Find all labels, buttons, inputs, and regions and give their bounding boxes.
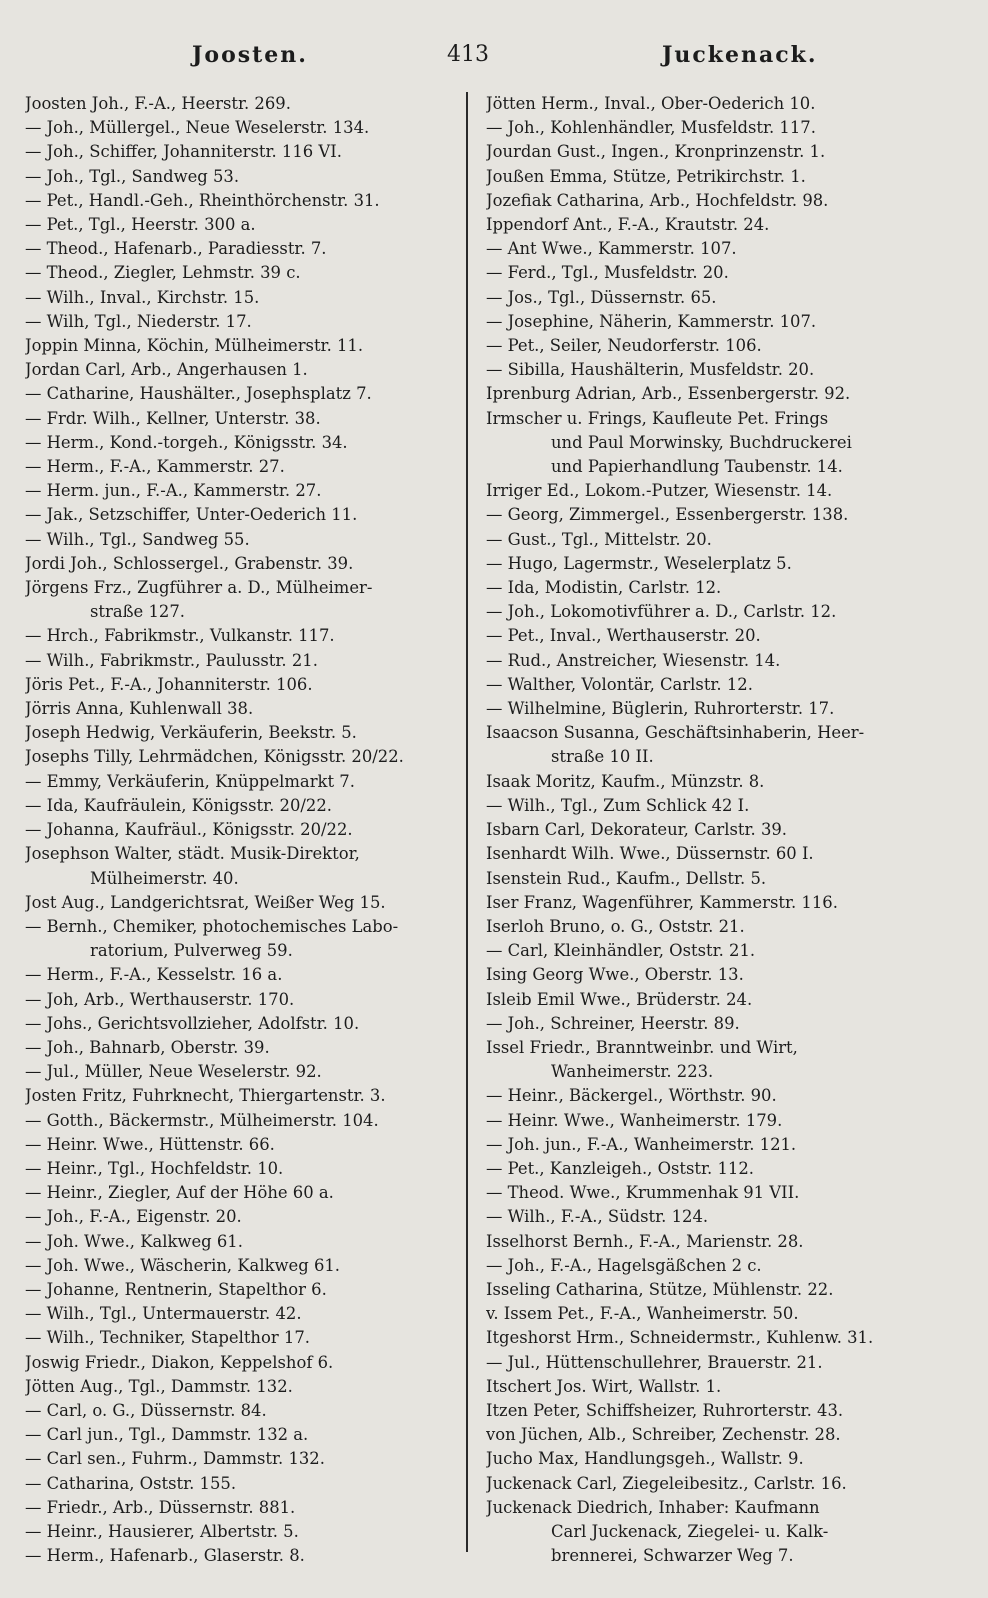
directory-entry: — Joh., Schreiner, Heerstr. 89. xyxy=(486,1013,740,1033)
directory-entry: — Pet., Kanzleigeh., Oststr. 112. xyxy=(486,1158,754,1178)
directory-entry: — Joh., F.-A., Eigenstr. 20. xyxy=(25,1207,242,1227)
directory-entry: — Wilh., Tgl., Zum Schlick 42 I. xyxy=(486,795,750,815)
directory-entry: Jost Aug., Landgerichtsrat, Weißer Weg 15. xyxy=(25,892,386,912)
directory-entry: Ising Georg Wwe., Oberstr. 13. xyxy=(486,965,744,985)
directory-entry: — Pet., Seiler, Neudorferstr. 106. xyxy=(486,336,762,356)
directory-entry: Isbarn Carl, Dekorateur, Carlstr. 39. xyxy=(486,820,788,840)
directory-entry: — Johs., Gerichtsvollzieher, Adolfstr. 10. xyxy=(25,1013,360,1033)
directory-entry: — Josephine, Näherin, Kammerstr. 107. xyxy=(486,311,817,331)
directory-entry: Carl Juckenack, Ziegelei- u. Kalk- xyxy=(551,1521,829,1541)
directory-entry: — Wilh., Techniker, Stapelthor 17. xyxy=(25,1328,310,1348)
directory-entry: — Hrch., Fabrikmstr., Vulkanstr. 117. xyxy=(25,626,335,646)
directory-entry: — Theod. Wwe., Krummenhak 91 VII. xyxy=(486,1183,800,1203)
directory-entry: und Papierhandlung Taubenstr. 14. xyxy=(551,457,843,477)
directory-entry: Jörgens Frz., Zugführer a. D., Mülheimer- xyxy=(25,578,373,598)
directory-entry: — Joh, Arb., Werthauserstr. 170. xyxy=(25,989,295,1009)
directory-entry: Iprenburg Adrian, Arb., Essenbergerstr. 92. xyxy=(486,384,851,404)
directory-entry: Isaacson Susanna, Geschäftsinhaberin, Heer- xyxy=(486,723,865,743)
directory-entry: — Wilh., Fabrikmstr., Paulusstr. 21. xyxy=(25,650,318,670)
directory-entry: — Catharine, Haushälter., Josephsplatz 7. xyxy=(25,384,372,404)
directory-entry: Mülheimerstr. 40. xyxy=(90,868,239,888)
directory-entry: — Herm., Kond.-torgeh., Königsstr. 34. xyxy=(25,432,348,452)
page-number: 413 xyxy=(447,42,489,67)
directory-entry: — Wilhelmine, Büglerin, Ruhrorterstr. 17. xyxy=(486,699,835,719)
directory-entry: — Walther, Volontär, Carlstr. 12. xyxy=(486,674,753,694)
directory-entry: Itschert Jos. Wirt, Wallstr. 1. xyxy=(486,1376,722,1396)
directory-entry: — Gotth., Bäckermstr., Mülheimerstr. 104. xyxy=(25,1110,379,1130)
directory-entry: — Gust., Tgl., Mittelstr. 20. xyxy=(486,529,712,549)
directory-entry: — Theod., Ziegler, Lehmstr. 39 c. xyxy=(25,263,301,283)
directory-entry: — Joh. Wwe., Wäscherin, Kalkweg 61. xyxy=(25,1255,341,1275)
directory-entry: — Heinr. Wwe., Wanheimerstr. 179. xyxy=(486,1110,783,1130)
directory-entry: — Johanna, Kaufräul., Königsstr. 20/22. xyxy=(25,820,353,840)
directory-entry: — Pet., Inval., Werthauserstr. 20. xyxy=(486,626,761,646)
directory-entry: Jörris Anna, Kuhlenwall 38. xyxy=(25,699,254,719)
directory-entry: — Jul., Müller, Neue Weselerstr. 92. xyxy=(25,1062,322,1082)
directory-entry: — Jos., Tgl., Düssernstr. 65. xyxy=(486,287,717,307)
directory-entry: — Carl jun., Tgl., Dammstr. 132 a. xyxy=(25,1425,309,1445)
header-right-keyword: Juckenack. xyxy=(662,42,818,68)
directory-entry: — Catharina, Oststr. 155. xyxy=(25,1473,237,1493)
directory-entry: — Joh., F.-A., Hagelsgäßchen 2 c. xyxy=(486,1255,762,1275)
directory-entry: — Theod., Hafenarb., Paradiesstr. 7. xyxy=(25,239,327,259)
directory-entry: — Frdr. Wilh., Kellner, Unterstr. 38. xyxy=(25,408,321,428)
directory-entry: — Wilh., F.-A., Südstr. 124. xyxy=(486,1207,709,1227)
directory-entry: Jourdan Gust., Ingen., Kronprinzenstr. 1. xyxy=(486,142,826,162)
directory-entry: — Pet., Tgl., Heerstr. 300 a. xyxy=(25,215,256,235)
directory-entry: — Carl sen., Fuhrm., Dammstr. 132. xyxy=(25,1449,325,1469)
directory-entry: Joosten Joh., F.-A., Heerstr. 269. xyxy=(25,94,291,113)
directory-entry: — Johanne, Rentnerin, Stapelthor 6. xyxy=(25,1279,327,1299)
directory-entry: — Carl, o. G., Düssernstr. 84. xyxy=(25,1400,267,1420)
directory-entry: Jozefiak Catharina, Arb., Hochfeldstr. 98. xyxy=(486,190,829,210)
left-column xyxy=(25,92,465,1568)
directory-entry: — Friedr., Arb., Düssernstr. 881. xyxy=(25,1497,296,1517)
directory-entry: Joswig Friedr., Diakon, Keppelshof 6. xyxy=(25,1352,334,1372)
directory-entry: Juckenack Diedrich, Inhaber: Kaufmann xyxy=(486,1497,820,1517)
directory-entry: — Joh., Kohlenhändler, Musfeldstr. 117. xyxy=(486,118,816,138)
directory-entry: Joseph Hedwig, Verkäuferin, Beekstr. 5. xyxy=(25,723,357,743)
directory-entry: — Jul., Hüttenschullehrer, Brauerstr. 21. xyxy=(486,1352,823,1372)
directory-entry: ratorium, Pulverweg 59. xyxy=(90,941,293,961)
directory-entry: Irriger Ed., Lokom.-Putzer, Wiesenstr. 14. xyxy=(486,481,833,501)
directory-entry: Itzen Peter, Schiffsheizer, Ruhrorterstr. 43. xyxy=(486,1400,844,1420)
directory-entry: Jucho Max, Handlungsgeh., Wallstr. 9. xyxy=(486,1449,804,1469)
directory-entry: Jöris Pet., F.-A., Johanniterstr. 106. xyxy=(25,674,313,694)
directory-entry: — Jak., Setzschiffer, Unter-Oederich 11. xyxy=(25,505,358,525)
directory-entry: — Joh. Wwe., Kalkweg 61. xyxy=(25,1231,243,1251)
directory-entry: — Heinr., Bäckergel., Wörthstr. 90. xyxy=(486,1086,777,1106)
directory-entry: Isseling Catharina, Stütze, Mühlenstr. 22. xyxy=(486,1279,834,1299)
directory-entry: — Pet., Handl.-Geh., Rheinthörchenstr. 31. xyxy=(25,190,380,210)
directory-entry: Jordi Joh., Schlossergel., Grabenstr. 39. xyxy=(25,553,354,573)
directory-entry: — Heinr. Wwe., Hüttenstr. 66. xyxy=(25,1134,275,1154)
directory-entry: Isenstein Rud., Kaufm., Dellstr. 5. xyxy=(486,868,767,888)
directory-entry: — Joh., Lokomotivführer a. D., Carlstr. 12. xyxy=(486,602,837,622)
directory-entry: — Joh., Tgl., Sandweg 53. xyxy=(25,166,240,186)
directory-entry: — Joh., Müllergel., Neue Weselerstr. 134. xyxy=(25,118,370,138)
directory-entry: Isselhorst Bernh., F.-A., Marienstr. 28. xyxy=(486,1231,804,1251)
directory-entry: straße 10 II. xyxy=(551,747,654,767)
directory-entry: — Emmy, Verkäuferin, Knüppelmarkt 7. xyxy=(25,771,355,791)
directory-entry: Josephson Walter, städt. Musik-Direktor, xyxy=(25,844,360,864)
directory-entry: von Jüchen, Alb., Schreiber, Zechenstr. 28. xyxy=(486,1425,841,1445)
directory-entry: Wanheimerstr. 223. xyxy=(551,1062,714,1082)
directory-entry: Jötten Aug., Tgl., Dammstr. 132. xyxy=(25,1376,293,1396)
directory-entry: — Joh., Schiffer, Johanniterstr. 116 VI. xyxy=(25,142,342,162)
directory-entry: — Bernh., Chemiker, photochemisches Labo- xyxy=(25,916,399,936)
directory-entry: — Ida, Modistin, Carlstr. 12. xyxy=(486,578,722,598)
directory-entry: — Ant Wwe., Kammerstr. 107. xyxy=(486,239,737,259)
directory-entry: — Herm. jun., F.-A., Kammerstr. 27. xyxy=(25,481,322,501)
directory-entry: Joußen Emma, Stütze, Petrikirchstr. 1. xyxy=(486,166,806,186)
directory-entry: straße 127. xyxy=(90,602,185,622)
directory-entry: Jötten Herm., Inval., Ober-Oederich 10. xyxy=(486,94,816,113)
directory-entry: — Rud., Anstreicher, Wiesenstr. 14. xyxy=(486,650,781,670)
directory-entry: Issel Friedr., Branntweinbr. und Wirt, xyxy=(486,1037,798,1057)
directory-entry: — Herm., F.-A., Kesselstr. 16 a. xyxy=(25,965,283,985)
directory-entry: — Ferd., Tgl., Musfeldstr. 20. xyxy=(486,263,729,283)
directory-entry: Juckenack Carl, Ziegeleibesitz., Carlstr. 16. xyxy=(486,1473,847,1493)
directory-entry: — Joh., Bahnarb, Oberstr. 39. xyxy=(25,1037,270,1057)
directory-entry: Josten Fritz, Fuhrknecht, Thiergartenstr. 3. xyxy=(25,1086,386,1106)
directory-entry: Itgeshorst Hrm., Schneidermstr., Kuhlenw. 31. xyxy=(486,1328,874,1348)
directory-entry: — Herm., F.-A., Kammerstr. 27. xyxy=(25,457,285,477)
directory-entry: — Wilh., Tgl., Untermauerstr. 42. xyxy=(25,1304,302,1324)
directory-entry: — Sibilla, Haushälterin, Musfeldstr. 20. xyxy=(486,360,815,380)
directory-entry: Isaak Moritz, Kaufm., Münzstr. 8. xyxy=(486,771,765,791)
directory-entry: Isleib Emil Wwe., Brüderstr. 24. xyxy=(486,989,753,1009)
directory-entry: — Joh. jun., F.-A., Wanheimerstr. 121. xyxy=(486,1134,797,1154)
directory-entry: — Carl, Kleinhändler, Oststr. 21. xyxy=(486,941,756,961)
directory-entry: — Wilh., Inval., Kirchstr. 15. xyxy=(25,287,260,307)
directory-entry: Ippendorf Ant., F.-A., Krautstr. 24. xyxy=(486,215,770,235)
header-left-keyword: Joosten. xyxy=(192,42,308,68)
page-header xyxy=(22,42,966,82)
directory-entry: — Heinr., Hausierer, Albertstr. 5. xyxy=(25,1521,299,1541)
directory-entry: Irmscher u. Frings, Kaufleute Pet. Frings xyxy=(486,408,829,428)
directory-entry: Jordan Carl, Arb., Angerhausen 1. xyxy=(25,360,308,380)
directory-entry: — Wilh., Tgl., Sandweg 55. xyxy=(25,529,250,549)
right-column xyxy=(486,92,926,1568)
directory-entry: brennerei, Schwarzer Weg 7. xyxy=(551,1546,794,1566)
directory-entry: Iser Franz, Wagenführer, Kammerstr. 116. xyxy=(486,892,838,912)
directory-entry: Joppin Minna, Köchin, Mülheimerstr. 11. xyxy=(25,336,364,356)
directory-entry: Iserloh Bruno, o. G., Oststr. 21. xyxy=(486,916,745,936)
directory-entry: und Paul Morwinsky, Buchdruckerei xyxy=(551,432,852,452)
directory-entry: — Ida, Kaufräulein, Königsstr. 20/22. xyxy=(25,795,332,815)
directory-entry: — Georg, Zimmergel., Essenbergerstr. 138. xyxy=(486,505,849,525)
directory-entry: — Herm., Hafenarb., Glaserstr. 8. xyxy=(25,1546,305,1566)
directory-entry: Isenhardt Wilh. Wwe., Düssernstr. 60 I. xyxy=(486,844,814,864)
column-divider xyxy=(466,92,468,1552)
directory-entry: v. Issem Pet., F.-A., Wanheimerstr. 50. xyxy=(486,1304,799,1324)
directory-entry: Josephs Tilly, Lehrmädchen, Königsstr. 20/22. xyxy=(25,747,404,767)
directory-entry: — Wilh, Tgl., Niederstr. 17. xyxy=(25,311,252,331)
directory-entry: — Heinr., Tgl., Hochfeldstr. 10. xyxy=(25,1158,284,1178)
directory-entry: — Hugo, Lagermstr., Weselerplatz 5. xyxy=(486,553,792,573)
directory-entry: — Heinr., Ziegler, Auf der Höhe 60 a. xyxy=(25,1183,334,1203)
